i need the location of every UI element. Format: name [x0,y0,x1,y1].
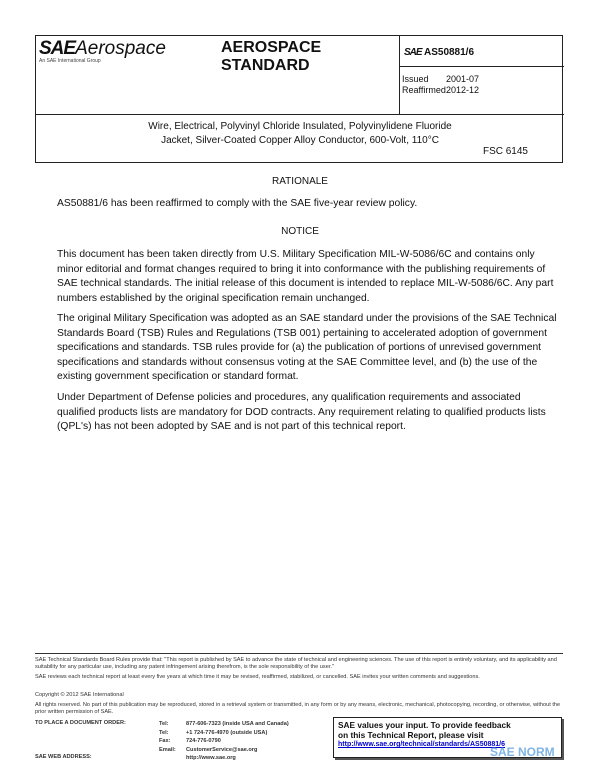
doc-type-line2: STANDARD [221,57,310,74]
dates [402,74,479,96]
logo-sae: SAE [39,38,76,59]
document-title [36,120,564,148]
feedback-link[interactable]: http://www.sae.org/technical/standards/AS50881/6 [338,741,506,748]
footer-tsb-text: SAE Technical Standards Board Rules provide that: "This report is published by SAE to advance the state of technical and engineering sciences. The use of this report is entirely voluntary, and its applicability and suitability for any particular use, including any patent infringement arising therefrom, is the sole responsibility of the user." [35,657,557,671]
tel2-label: Tel: [159,729,169,736]
email-link[interactable]: CustomerService@sae.org [186,746,258,753]
tel-label: Tel: [159,721,169,727]
divider [36,114,564,115]
notice-heading: NOTICE [281,226,319,237]
sae-aerospace-logo [39,38,166,64]
title-line1: Wire, Electrical, Polyvinyl Chloride Insulated, Polyvinylidene Fluoride [148,121,452,132]
sae-small-logo: SAE [404,47,422,58]
rationale-heading: RATIONALE [272,176,328,187]
divider [399,66,564,67]
tel-value: 877-606-7323 (inside USA and Canada) [186,721,289,727]
logo-tagline: An SAE International Group [39,58,101,64]
doc-type-line1: AEROSPACE [221,39,322,56]
footer-divider [35,653,563,654]
fsc-code: FSC 6145 [482,146,528,157]
document-type [221,39,321,75]
reaffirmed-value: 2012-12 [446,85,480,95]
issued-label: Issued [402,74,429,84]
order-contacts [159,720,289,763]
header-box [35,35,563,163]
footer-copyright: Copyright © 2012 SAE International [35,692,124,698]
feedback-line1: SAE values your input. To provide feedback [338,720,511,730]
issued-value: 2001-07 [446,74,480,84]
fax-label: Fax: [159,738,171,745]
tel2-value: +1 724-776-4970 (outside USA) [186,729,268,736]
document-number [404,47,474,58]
doc-number: AS50881/6 [423,47,475,58]
footer-rights: All rights reserved. No part of this publication may be reproduced, stored in a retrieval system or transmitted, in any form or by any means, electronic, mechanical, photocopying, recording, or otherwise, without the prior written permission of SAE. [35,702,561,716]
notice-paragraph-2: The original Military Specification was adopted as an SAE standard under the provisions of the SAE Technical Standards Board (TSB) Rules and Regulations (TSB 001) pertaining to accelerated adoption of government specifications and standards. TSB rules provide for (a) the publication of portions of unrevised government specifications and standards without consensus voting at the SAE Committee level, and (b) the use of the existing government specification or standard format. [57,313,557,383]
watermark: SAE NORM [490,745,555,759]
notice-paragraph-1: This document has been taken directly from U.S. Military Specification MIL-W-5086/6C and contains only minor editorial and format changes required to bring it into conformance with the publishing requirements of SAE technical standards. The initial release of this document is intended to replace MIL-W-5086/6C. Any part numbers established by the original specification remain unchanged. [57,249,554,304]
email-label: Email: [159,746,176,753]
logo-aerospace: Aerospace [75,38,166,59]
divider [399,36,400,114]
fax-value: 724-776-0790 [186,738,221,745]
title-line2: Jacket, Silver-Coated Copper Alloy Conductor, 600-Volt, 110°C [161,135,439,146]
web-address-label: SAE WEB ADDRESS: [35,754,92,760]
footer-review-text: SAE reviews each technical report at least every five years at which time it may be revised, reaffirmed, stabilized, or cancelled. SAE invites your written comments and suggestions. [35,674,480,680]
web-link[interactable]: http://www.sae.org [186,755,236,762]
feedback-line2: on this Technical Report, please visit [338,730,484,740]
reaffirmed-label: Reaffirmed [402,85,446,95]
notice-paragraph-3: Under Department of Defense policies and procedures, any qualification requirements and associated qualified products lists are mandatory for DOD contracts. Any requirement relating to qualified products lists (QPL's) has not been adopted by SAE and is not part of this technical report. [57,392,546,433]
order-label: TO PLACE A DOCUMENT ORDER: [35,720,126,726]
rationale-text: AS50881/6 has been reaffirmed to comply with the SAE five-year review policy. [57,198,418,209]
